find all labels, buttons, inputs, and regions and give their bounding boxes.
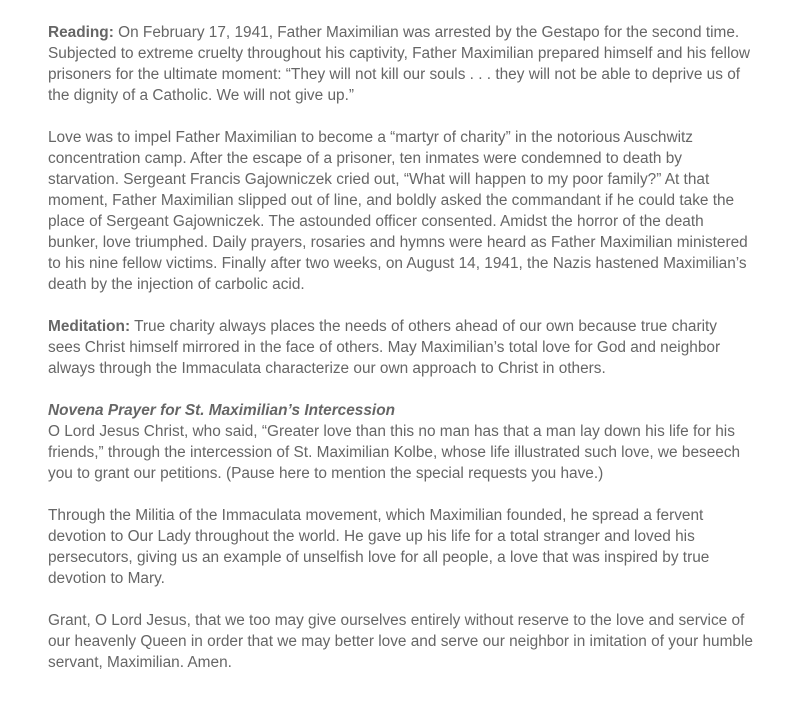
novena-heading: Novena Prayer for St. Maximilian’s Intercession [48,402,395,419]
militia-paragraph: Through the Militia of the Immaculata movement, which Maximilian founded, he spread a fervent devotion to Our Lady throughout the world. He gave up his life for a total stranger and loved his persecutors, giving us an example of unselfish love for all people, a love that was inspired by true devotion to Mary. [48,507,710,587]
meditation-paragraph [48,316,753,379]
meditation-text: True charity always places the needs of others ahead of our own because true charity sees Christ himself mirrored in the face of others. May Maximilian’s total love for God and neighbor always through the Immaculata characterize our own approach to Christ in others. [48,318,721,377]
article-body [48,22,753,694]
closing-prayer-paragraph: Grant, O Lord Jesus, that we too may give ourselves entirely without reserve to the love and service of our heavenly Queen in order that we may better love and serve our neighbor in imitation of your humble servant, Maximilian. Amen. [48,612,753,671]
reading-label: Reading: [48,24,114,41]
meditation-label: Meditation: [48,318,131,335]
reading-text: On February 17, 1941, Father Maximilian was arrested by the Gestapo for the second time. Subjected to extreme cruelty throughout his captivity, Father Maximilian prepared himself and his fellow prisoners for the ultimate moment: “They will not kill our souls . . . they will not be able to deprive us of the dignity of a Catholic. We will not give up.” [48,24,751,104]
reading-paragraph [48,22,753,106]
novena-paragraph [48,400,753,484]
love-paragraph: Love was to impel Father Maximilian to become a “martyr of charity” in the notorious Auschwitz concentration camp. After the escape of a prisoner, ten inmates were condemned to death by starvation. Sergeant Francis Gajowniczek cried out, “What will happen to my poor family?” At that moment, Father Maximilian slipped out of line, and boldly asked the commandant if he could take the place of Sergeant Gajowniczek. The astounded officer consented. Amidst the horror of the death bunker, love triumphed. Daily prayers, rosaries and hymns were heard as Father Maximilian ministered to his nine fellow victims. Finally after two weeks, on August 14, 1941, the Nazis hastened Maximilian’s death by the injection of carbolic acid. [48,129,748,293]
novena-text: O Lord Jesus Christ, who said, “Greater love than this no man has that a man lay down his life for his friends,” through the intercession of St. Maximilian Kolbe, whose life illustrated such love, we beseech you to grant our petitions. (Pause here to mention the special requests you have.) [48,423,741,482]
